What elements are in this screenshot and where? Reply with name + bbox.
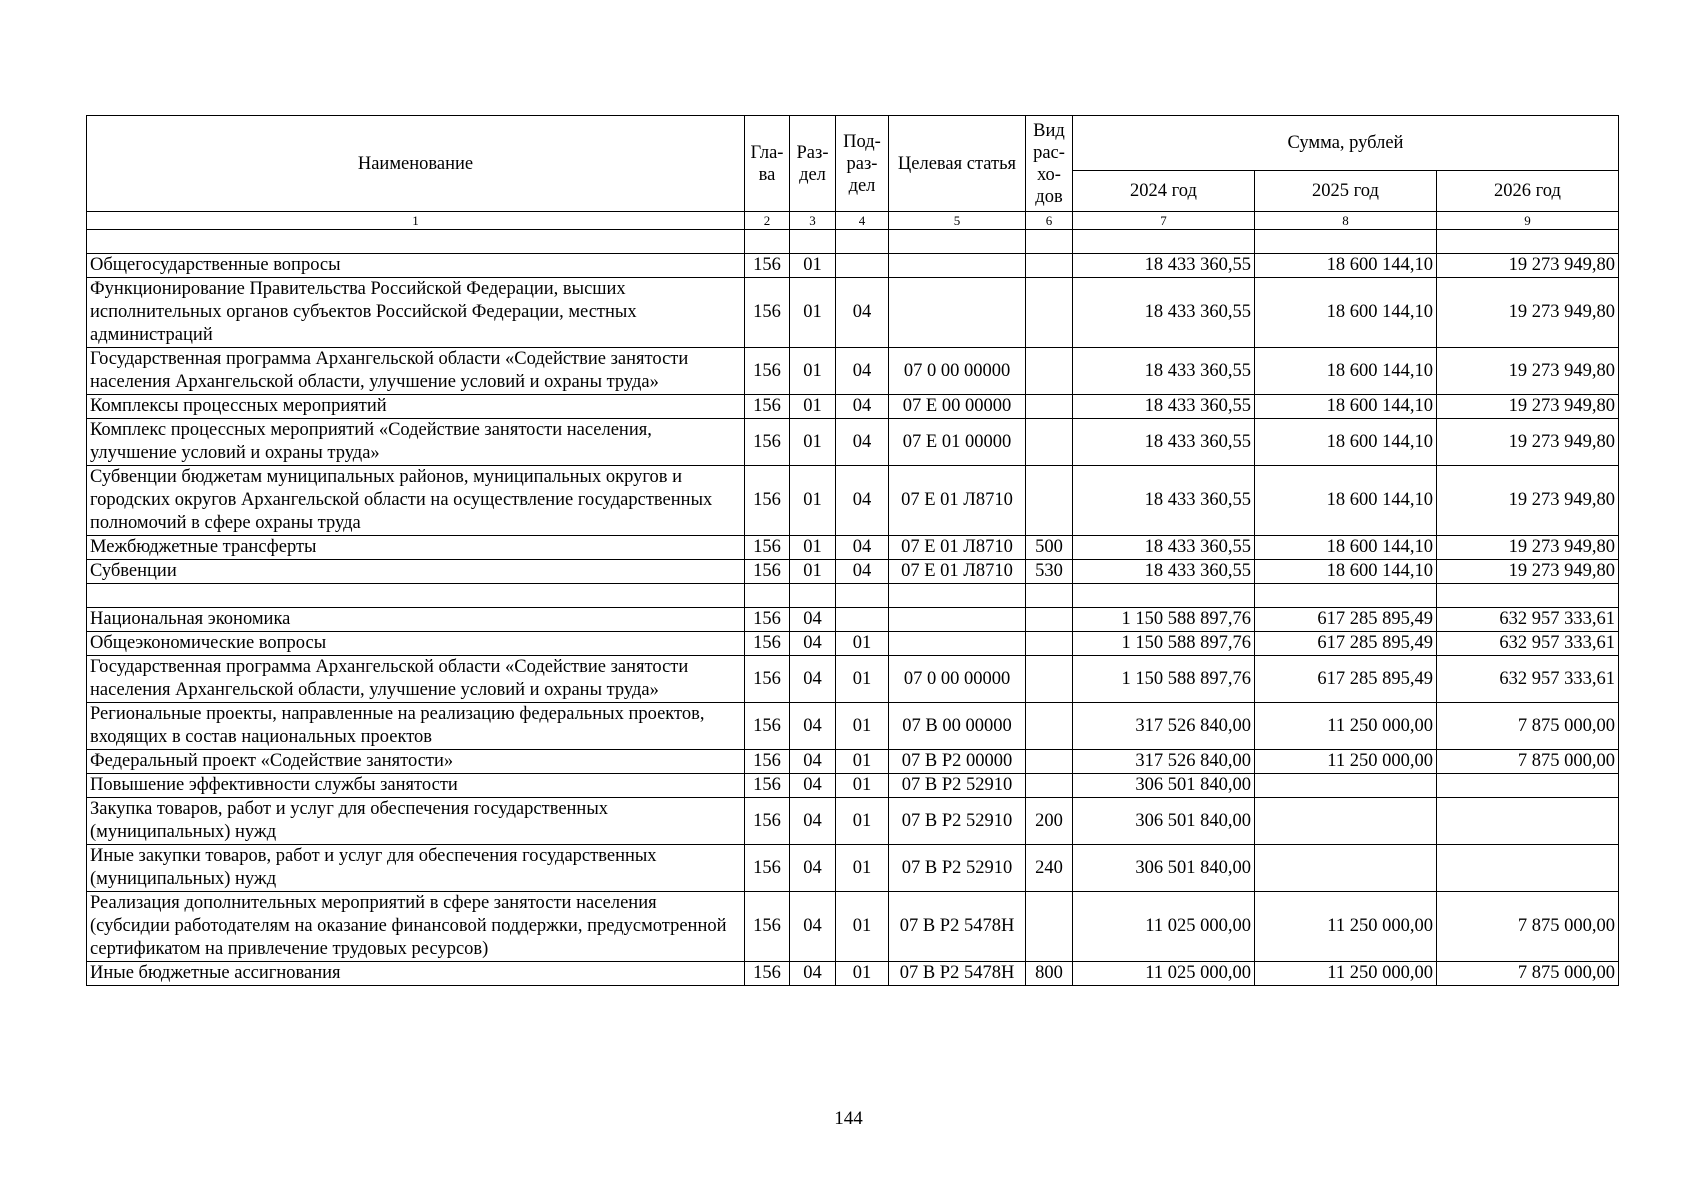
- cell-celevaya-statya: 07 В Р2 52910: [889, 798, 1026, 845]
- cell-celevaya-statya: 07 В Р2 5478Н: [889, 892, 1026, 962]
- header-podrazdel: Под-раз-дел: [836, 116, 889, 212]
- cell-sum-2026: 19 273 949,80: [1437, 254, 1619, 278]
- cell-name: Субвенции бюджетам муниципальных районов, муниципальных округов и городских округов Архангельской области на осуществление государственных полномочий в сфере охраны труда: [87, 466, 745, 536]
- cell-glava: 156: [745, 774, 790, 798]
- cell-name: Государственная программа Архангельской области «Содействие занятости населения Архангельской области, улучшение условий и охраны труда»: [87, 348, 745, 395]
- column-index-cell: 4: [836, 212, 889, 230]
- cell-sum-2024: 306 501 840,00: [1073, 845, 1255, 892]
- cell-vid-rashodov: 800: [1026, 962, 1073, 986]
- cell-name: Межбюджетные трансферты: [87, 536, 745, 560]
- column-index-cell: 5: [889, 212, 1026, 230]
- cell-sum-2026: 7 875 000,00: [1437, 750, 1619, 774]
- cell-razdel: 01: [790, 348, 836, 395]
- table-row: [87, 608, 1619, 632]
- cell-vid-rashodov: [1026, 395, 1073, 419]
- cell-glava: 156: [745, 254, 790, 278]
- table-row: [87, 798, 1619, 845]
- cell-podrazdel: 04: [836, 536, 889, 560]
- cell-vid-rashodov: [1026, 892, 1073, 962]
- cell-podrazdel: 01: [836, 845, 889, 892]
- cell-podrazdel: 04: [836, 395, 889, 419]
- cell-sum-2025: 18 600 144,10: [1255, 466, 1437, 536]
- cell-razdel: 04: [790, 892, 836, 962]
- cell-celevaya-statya: 07 Е 01 Л8710: [889, 466, 1026, 536]
- cell-razdel: 04: [790, 962, 836, 986]
- cell-glava: [745, 230, 790, 254]
- cell-vid-rashodov: 500: [1026, 536, 1073, 560]
- cell-podrazdel: 01: [836, 703, 889, 750]
- cell-sum-2025: [1255, 230, 1437, 254]
- cell-sum-2024: 306 501 840,00: [1073, 798, 1255, 845]
- cell-sum-2026: 19 273 949,80: [1437, 278, 1619, 348]
- spacer-row: [87, 230, 1619, 254]
- table-header: [87, 116, 1619, 230]
- table-row: [87, 632, 1619, 656]
- cell-razdel: 04: [790, 656, 836, 703]
- cell-sum-2025: 18 600 144,10: [1255, 254, 1437, 278]
- cell-glava: 156: [745, 798, 790, 845]
- cell-sum-2024: 11 025 000,00: [1073, 962, 1255, 986]
- table-row: [87, 750, 1619, 774]
- spacer-row: [87, 584, 1619, 608]
- cell-vid-rashodov: [1026, 750, 1073, 774]
- cell-sum-2025: 18 600 144,10: [1255, 419, 1437, 466]
- cell-celevaya-statya: [889, 278, 1026, 348]
- cell-name: Общеэкономические вопросы: [87, 632, 745, 656]
- cell-razdel: [790, 230, 836, 254]
- cell-name: [87, 230, 745, 254]
- table-row: [87, 466, 1619, 536]
- cell-vid-rashodov: [1026, 466, 1073, 536]
- cell-sum-2026: [1437, 774, 1619, 798]
- cell-razdel: 01: [790, 278, 836, 348]
- cell-sum-2024: 18 433 360,55: [1073, 395, 1255, 419]
- cell-celevaya-statya: 07 В 00 00000: [889, 703, 1026, 750]
- cell-vid-rashodov: [1026, 656, 1073, 703]
- cell-podrazdel: [836, 230, 889, 254]
- cell-sum-2024: 18 433 360,55: [1073, 560, 1255, 584]
- cell-celevaya-statya: [889, 254, 1026, 278]
- cell-glava: 156: [745, 560, 790, 584]
- cell-razdel: 04: [790, 608, 836, 632]
- cell-razdel: 04: [790, 703, 836, 750]
- table-row: [87, 892, 1619, 962]
- table-row: [87, 656, 1619, 703]
- cell-name: Национальная экономика: [87, 608, 745, 632]
- cell-sum-2024: 18 433 360,55: [1073, 419, 1255, 466]
- cell-razdel: 04: [790, 798, 836, 845]
- cell-vid-rashodov: 240: [1026, 845, 1073, 892]
- cell-celevaya-statya: [889, 608, 1026, 632]
- table-row: [87, 703, 1619, 750]
- cell-vid-rashodov: [1026, 348, 1073, 395]
- cell-name: Общегосударственные вопросы: [87, 254, 745, 278]
- cell-sum-2024: 18 433 360,55: [1073, 254, 1255, 278]
- cell-glava: 156: [745, 608, 790, 632]
- cell-sum-2024: 1 150 588 897,76: [1073, 656, 1255, 703]
- cell-podrazdel: [836, 254, 889, 278]
- cell-sum-2025: 617 285 895,49: [1255, 656, 1437, 703]
- cell-sum-2024: 306 501 840,00: [1073, 774, 1255, 798]
- cell-podrazdel: 01: [836, 632, 889, 656]
- cell-sum-2025: 18 600 144,10: [1255, 395, 1437, 419]
- cell-podrazdel: 01: [836, 962, 889, 986]
- cell-sum-2024: 1 150 588 897,76: [1073, 632, 1255, 656]
- cell-sum-2026: 19 273 949,80: [1437, 419, 1619, 466]
- cell-podrazdel: 01: [836, 750, 889, 774]
- cell-sum-2025: 617 285 895,49: [1255, 632, 1437, 656]
- cell-razdel: [790, 584, 836, 608]
- page-number: 144: [834, 1108, 863, 1129]
- cell-celevaya-statya: 07 Е 01 00000: [889, 419, 1026, 466]
- cell-razdel: 04: [790, 774, 836, 798]
- cell-glava: 156: [745, 466, 790, 536]
- table-row: [87, 560, 1619, 584]
- cell-sum-2026: 19 273 949,80: [1437, 466, 1619, 536]
- cell-name: Иные закупки товаров, работ и услуг для обеспечения государственных (муниципальных) нужд: [87, 845, 745, 892]
- cell-sum-2025: 11 250 000,00: [1255, 892, 1437, 962]
- cell-celevaya-statya: [889, 584, 1026, 608]
- column-index-cell: 3: [790, 212, 836, 230]
- cell-name: Иные бюджетные ассигнования: [87, 962, 745, 986]
- cell-sum-2025: 11 250 000,00: [1255, 703, 1437, 750]
- cell-sum-2026: 7 875 000,00: [1437, 962, 1619, 986]
- table-body: [87, 230, 1619, 986]
- table-row: [87, 348, 1619, 395]
- cell-name: Закупка товаров, работ и услуг для обеспечения государственных (муниципальных) нужд: [87, 798, 745, 845]
- document-page: [86, 115, 1618, 986]
- cell-podrazdel: 01: [836, 656, 889, 703]
- cell-vid-rashodov: [1026, 632, 1073, 656]
- cell-sum-2026: 19 273 949,80: [1437, 536, 1619, 560]
- cell-sum-2026: 19 273 949,80: [1437, 348, 1619, 395]
- cell-glava: 156: [745, 656, 790, 703]
- cell-sum-2025: 11 250 000,00: [1255, 962, 1437, 986]
- cell-podrazdel: [836, 584, 889, 608]
- cell-vid-rashodov: 200: [1026, 798, 1073, 845]
- cell-podrazdel: 04: [836, 348, 889, 395]
- cell-vid-rashodov: [1026, 703, 1073, 750]
- cell-vid-rashodov: [1026, 278, 1073, 348]
- column-index-cell: 9: [1437, 212, 1619, 230]
- cell-podrazdel: 01: [836, 774, 889, 798]
- table-row: [87, 774, 1619, 798]
- cell-celevaya-statya: 07 В Р2 5478Н: [889, 962, 1026, 986]
- cell-glava: 156: [745, 962, 790, 986]
- cell-sum-2024: 317 526 840,00: [1073, 750, 1255, 774]
- cell-sum-2026: 632 957 333,61: [1437, 632, 1619, 656]
- cell-podrazdel: 01: [836, 798, 889, 845]
- cell-razdel: 01: [790, 395, 836, 419]
- cell-glava: 156: [745, 750, 790, 774]
- cell-name: Государственная программа Архангельской области «Содействие занятости населения Архангельской области, улучшение условий и охраны труда»: [87, 656, 745, 703]
- cell-name: Федеральный проект «Содействие занятости»: [87, 750, 745, 774]
- cell-sum-2025: 617 285 895,49: [1255, 608, 1437, 632]
- column-index-cell: 7: [1073, 212, 1255, 230]
- cell-celevaya-statya: [889, 230, 1026, 254]
- column-index-cell: 6: [1026, 212, 1073, 230]
- cell-vid-rashodov: [1026, 419, 1073, 466]
- header-summa: Сумма, рублей: [1073, 116, 1619, 171]
- cell-name: Функционирование Правительства Российской Федерации, высших исполнительных органов субъектов Российской Федерации, местных администраций: [87, 278, 745, 348]
- cell-glava: 156: [745, 395, 790, 419]
- cell-name: Реализация дополнительных мероприятий в сфере занятости населения (субсидии работодателям на оказание финансовой поддержки, предусмотренной сертификатом на привлечение трудовых ресурсов): [87, 892, 745, 962]
- cell-sum-2024: 18 433 360,55: [1073, 348, 1255, 395]
- header-celevaya-statya: Целевая статья: [889, 116, 1026, 212]
- cell-sum-2026: [1437, 230, 1619, 254]
- table-row: [87, 845, 1619, 892]
- cell-podrazdel: 01: [836, 892, 889, 962]
- column-index-cell: 8: [1255, 212, 1437, 230]
- cell-name: [87, 584, 745, 608]
- header-year-2025: 2025 год: [1255, 171, 1437, 212]
- cell-razdel: 04: [790, 750, 836, 774]
- table-row: [87, 962, 1619, 986]
- cell-sum-2025: [1255, 774, 1437, 798]
- cell-sum-2025: 18 600 144,10: [1255, 348, 1437, 395]
- cell-celevaya-statya: 07 Е 01 Л8710: [889, 536, 1026, 560]
- cell-razdel: 01: [790, 254, 836, 278]
- table-row: [87, 419, 1619, 466]
- column-index-cell: 2: [745, 212, 790, 230]
- cell-celevaya-statya: 07 В Р2 52910: [889, 845, 1026, 892]
- cell-sum-2025: 18 600 144,10: [1255, 278, 1437, 348]
- cell-name: Комплексы процессных мероприятий: [87, 395, 745, 419]
- cell-celevaya-statya: [889, 632, 1026, 656]
- cell-vid-rashodov: [1026, 584, 1073, 608]
- cell-vid-rashodov: [1026, 230, 1073, 254]
- cell-vid-rashodov: [1026, 254, 1073, 278]
- table-row: [87, 278, 1619, 348]
- cell-sum-2026: [1437, 584, 1619, 608]
- cell-sum-2024: 317 526 840,00: [1073, 703, 1255, 750]
- cell-razdel: 04: [790, 632, 836, 656]
- header-name: Наименование: [87, 116, 745, 212]
- cell-vid-rashodov: [1026, 774, 1073, 798]
- cell-celevaya-statya: 07 Е 01 Л8710: [889, 560, 1026, 584]
- cell-glava: 156: [745, 703, 790, 750]
- cell-celevaya-statya: 07 Е 00 00000: [889, 395, 1026, 419]
- cell-name: Субвенции: [87, 560, 745, 584]
- cell-sum-2024: [1073, 584, 1255, 608]
- cell-glava: [745, 584, 790, 608]
- cell-sum-2025: [1255, 845, 1437, 892]
- cell-sum-2026: 632 957 333,61: [1437, 608, 1619, 632]
- cell-razdel: 01: [790, 466, 836, 536]
- cell-sum-2025: 18 600 144,10: [1255, 536, 1437, 560]
- cell-sum-2024: 11 025 000,00: [1073, 892, 1255, 962]
- cell-glava: 156: [745, 419, 790, 466]
- cell-sum-2025: 18 600 144,10: [1255, 560, 1437, 584]
- cell-razdel: 04: [790, 845, 836, 892]
- cell-sum-2026: [1437, 845, 1619, 892]
- cell-glava: 156: [745, 845, 790, 892]
- cell-sum-2026: 632 957 333,61: [1437, 656, 1619, 703]
- cell-podrazdel: 04: [836, 560, 889, 584]
- cell-sum-2025: [1255, 798, 1437, 845]
- cell-glava: 156: [745, 892, 790, 962]
- column-index-cell: 1: [87, 212, 745, 230]
- cell-vid-rashodov: 530: [1026, 560, 1073, 584]
- cell-sum-2026: 19 273 949,80: [1437, 560, 1619, 584]
- table-row: [87, 254, 1619, 278]
- header-razdel: Раз-дел: [790, 116, 836, 212]
- cell-podrazdel: 04: [836, 419, 889, 466]
- column-index-row: [87, 212, 1619, 230]
- cell-sum-2024: 1 150 588 897,76: [1073, 608, 1255, 632]
- cell-name: Повышение эффективности службы занятости: [87, 774, 745, 798]
- table-row: [87, 536, 1619, 560]
- cell-sum-2026: 7 875 000,00: [1437, 892, 1619, 962]
- cell-glava: 156: [745, 348, 790, 395]
- header-year-2026: 2026 год: [1437, 171, 1619, 212]
- table-row: [87, 395, 1619, 419]
- cell-sum-2026: 7 875 000,00: [1437, 703, 1619, 750]
- cell-glava: 156: [745, 632, 790, 656]
- header-vid-rashodov: Вид рас-хо-дов: [1026, 116, 1073, 212]
- cell-sum-2025: 11 250 000,00: [1255, 750, 1437, 774]
- cell-sum-2024: 18 433 360,55: [1073, 536, 1255, 560]
- cell-name: Региональные проекты, направленные на реализацию федеральных проектов, входящих в состав национальных проектов: [87, 703, 745, 750]
- cell-podrazdel: 04: [836, 278, 889, 348]
- cell-celevaya-statya: 07 В Р2 52910: [889, 774, 1026, 798]
- cell-vid-rashodov: [1026, 608, 1073, 632]
- cell-razdel: 01: [790, 560, 836, 584]
- header-glava: Гла-ва: [745, 116, 790, 212]
- cell-razdel: 01: [790, 419, 836, 466]
- cell-name: Комплекс процессных мероприятий «Содействие занятости населения, улучшение условий и охраны труда»: [87, 419, 745, 466]
- header-year-2024: 2024 год: [1073, 171, 1255, 212]
- cell-sum-2024: 18 433 360,55: [1073, 466, 1255, 536]
- cell-sum-2025: [1255, 584, 1437, 608]
- cell-podrazdel: 04: [836, 466, 889, 536]
- cell-sum-2024: [1073, 230, 1255, 254]
- cell-celevaya-statya: 07 0 00 00000: [889, 348, 1026, 395]
- budget-table: [86, 115, 1619, 986]
- cell-podrazdel: [836, 608, 889, 632]
- cell-sum-2026: [1437, 798, 1619, 845]
- cell-glava: 156: [745, 536, 790, 560]
- cell-glava: 156: [745, 278, 790, 348]
- cell-celevaya-statya: 07 0 00 00000: [889, 656, 1026, 703]
- cell-razdel: 01: [790, 536, 836, 560]
- cell-celevaya-statya: 07 В Р2 00000: [889, 750, 1026, 774]
- cell-sum-2026: 19 273 949,80: [1437, 395, 1619, 419]
- cell-sum-2024: 18 433 360,55: [1073, 278, 1255, 348]
